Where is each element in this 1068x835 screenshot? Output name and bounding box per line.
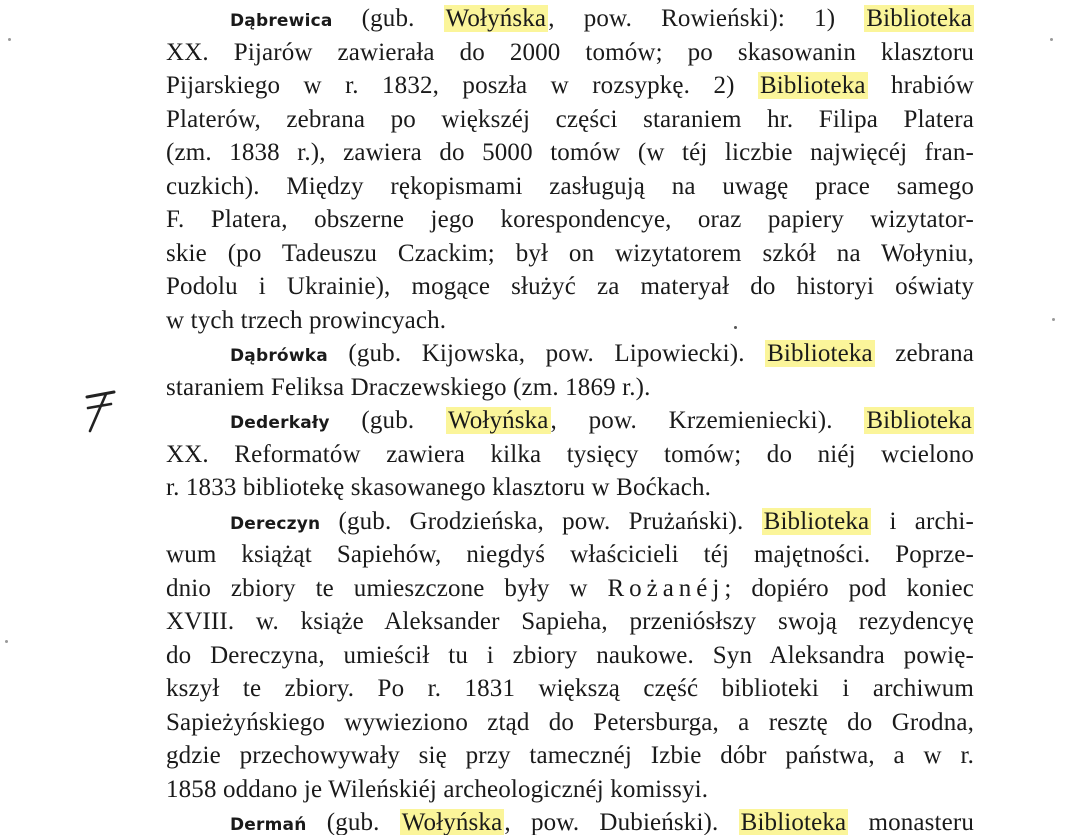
- text-line: [166, 773, 974, 807]
- highlighted-term: Biblioteka: [763, 507, 870, 535]
- highlighted-term: Biblioteka: [740, 809, 847, 835]
- body-text: ; dopiéro pod koniec: [724, 574, 974, 602]
- text-line: [166, 69, 974, 103]
- dictionary-entries: [166, 2, 974, 835]
- body-text: (zm. 1838 r.), zawiera do 5000 tomów (w téj liczbie najwięcéj fran-: [166, 139, 974, 166]
- spaced-emphasis: Rożanéj: [607, 574, 725, 602]
- entry-headword: Dermań: [230, 815, 307, 835]
- text-line: [166, 304, 974, 338]
- body-text: staraniem Feliksa Draczewskiego (zm. 1869 r.).: [166, 373, 651, 401]
- text-line: [166, 806, 974, 835]
- paper-speck: [8, 38, 11, 41]
- body-text: , pow. Krzemieniecki).: [550, 407, 865, 434]
- body-text: (gub. Kijowska, pow. Lipowiecki).: [327, 340, 766, 367]
- body-text: Podolu i Ukrainie), mogące służyć za materyał do historyi oświaty: [166, 273, 974, 300]
- body-text: , pow. Rowieński): 1): [548, 5, 865, 32]
- body-text: gdzie przechowywały się przy tamecznéj Izbie dóbr państwa, a w r.: [166, 742, 974, 769]
- dictionary-entry: [166, 806, 974, 835]
- dictionary-entry: [166, 404, 974, 505]
- entry-headword: Dereczyn: [230, 513, 321, 534]
- text-line: [166, 337, 974, 371]
- paper-speck: [1050, 38, 1053, 41]
- body-text: (gub.: [332, 5, 444, 32]
- body-text: dnio zbiory te umieszczone były w: [166, 574, 608, 602]
- body-text: wum książąt Sapiehów, niegdyś właścicieli téj majętności. Poprze-: [166, 541, 974, 568]
- text-line: [166, 136, 974, 170]
- handwritten-margin-mark-icon: [84, 388, 120, 434]
- entry-headword: Dąbrewica: [230, 11, 333, 31]
- body-text: (gub.: [329, 407, 446, 434]
- body-text: r. 1833 bibliotekę skasowanego klasztoru w Boćkach.: [166, 474, 712, 501]
- dictionary-entry: [166, 2, 974, 337]
- text-line: [166, 505, 974, 539]
- text-line: [166, 639, 974, 673]
- body-text: XX. Pijarów zawierała do 2000 tomów; po skasowanin klasztoru: [166, 38, 974, 66]
- text-line: [166, 538, 974, 572]
- body-text: (gub. Grodzieńska, pow. Prużański).: [320, 507, 762, 535]
- body-text: i archi-: [871, 507, 974, 535]
- text-line: [166, 572, 974, 606]
- entry-headword: Dederkały: [230, 413, 330, 433]
- text-line: [166, 170, 974, 204]
- body-text: XX. Reformatów zawiera kilka tysięcy tomów; do niéj wcielono: [166, 440, 974, 468]
- highlighted-term: Biblioteka: [759, 72, 866, 99]
- text-line: [166, 404, 974, 438]
- body-text: hrabiów: [867, 72, 974, 99]
- highlighted-term: Wołyńska: [445, 5, 547, 32]
- highlighted-term: Wołyńska: [447, 407, 549, 434]
- text-line: [166, 203, 974, 237]
- highlighted-term: Wołyńska: [401, 809, 503, 835]
- body-text: zebrana: [874, 340, 974, 367]
- text-line: [166, 438, 974, 472]
- body-text: w tych trzech prowincyach.: [166, 306, 447, 334]
- paper-speck: [5, 640, 8, 643]
- text-line: [166, 471, 974, 505]
- text-line: [166, 2, 974, 36]
- text-line: [166, 103, 974, 137]
- body-text: Platerów, zebrana po większéj części staraniem hr. Filipa Platera: [166, 105, 974, 133]
- text-line: [166, 739, 974, 773]
- body-text: (gub.: [306, 809, 400, 835]
- highlighted-term: Biblioteka: [866, 5, 972, 32]
- paper-speck: [1052, 318, 1055, 321]
- body-text: , pow. Dubieński).: [504, 809, 739, 835]
- text-line: [166, 706, 974, 740]
- text-line: [166, 371, 974, 405]
- paper-speck: [734, 326, 737, 329]
- text-line: [166, 270, 974, 304]
- body-text: 1858 oddano je Wileńskiéj archeologicznéj komissyi.: [166, 775, 709, 803]
- body-text: kszył te zbiory. Po r. 1831 większą część biblioteki i archiwum: [166, 675, 974, 702]
- body-text: Sapieżyńskiego wywieziono ztąd do Petersburga, a resztę do Grodna,: [166, 708, 974, 736]
- text-line: [166, 605, 974, 639]
- dictionary-entry: [166, 505, 974, 807]
- dictionary-entry: [166, 337, 974, 404]
- entry-headword: Dąbrówka: [230, 346, 328, 366]
- body-text: monasteru: [848, 809, 974, 835]
- text-line: [166, 672, 974, 706]
- text-line: [166, 237, 974, 271]
- highlighted-term: Biblioteka: [866, 407, 972, 434]
- body-text: do Dereczyna, umieścił tu i zbiory naukowe. Syn Aleksandra powię-: [166, 641, 974, 669]
- text-line: [166, 36, 974, 70]
- body-text: Pijarskiego w r. 1832, poszła w rozsypkę. 2): [166, 72, 758, 99]
- body-text: cuzkich). Między rękopismami zasługują na uwagę prace samego: [166, 172, 974, 200]
- highlighted-term: Biblioteka: [767, 340, 873, 367]
- body-text: skie (po Tadeuszu Czackim; był on wizytatorem szkół na Wołyniu,: [166, 239, 974, 267]
- body-text: F. Platera, obszerne jego korespondencye, oraz papiery wizytator-: [166, 206, 974, 233]
- body-text: XVIII. w. książe Aleksander Sapieha, przeniósłszy swoją rezydencyę: [166, 608, 974, 635]
